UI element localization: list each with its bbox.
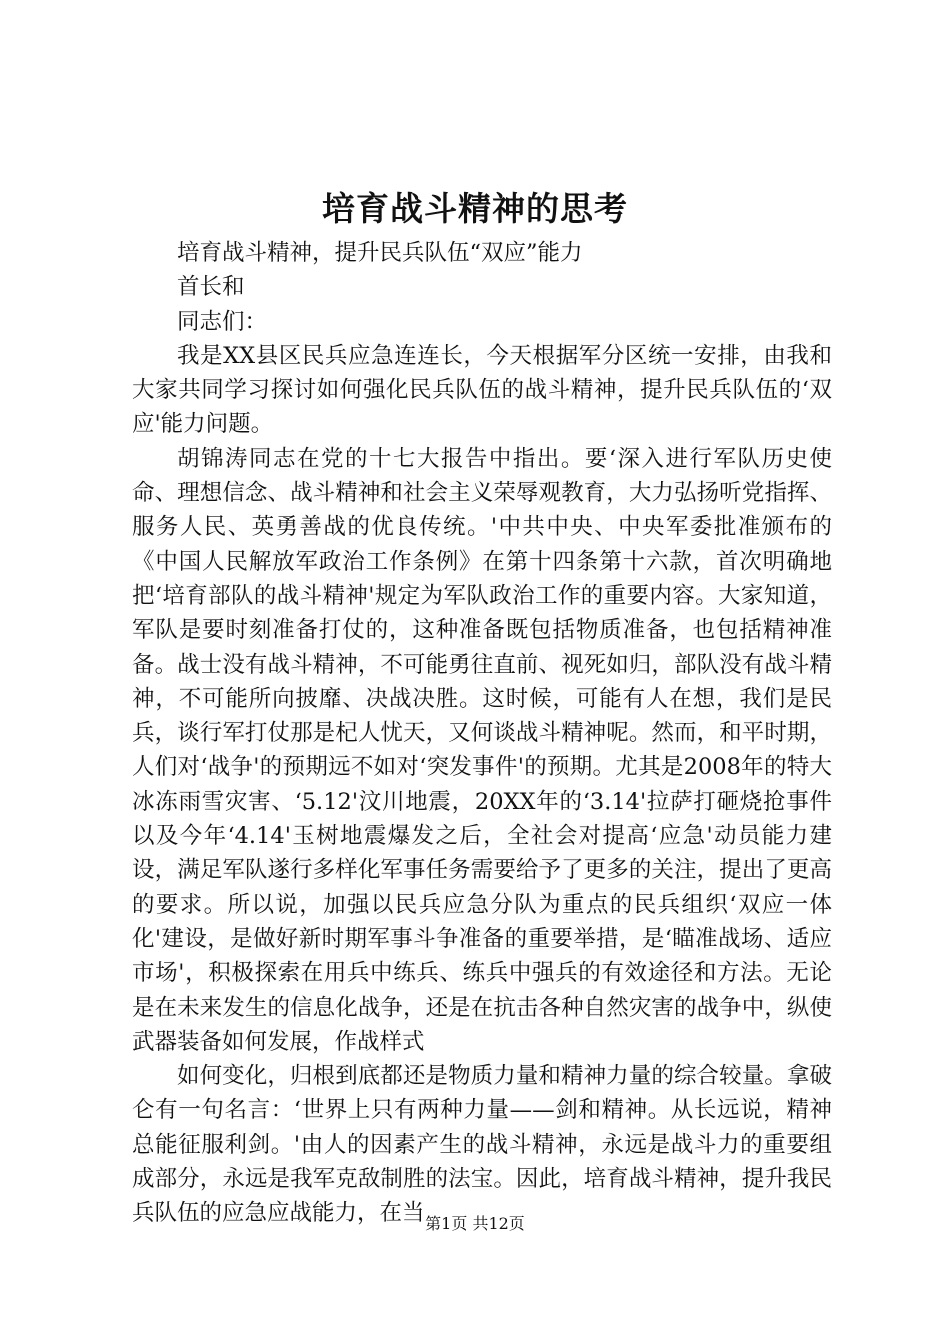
document-body: [132, 236, 832, 1231]
salutation-line-1: 首长和: [177, 274, 245, 301]
salutation-line-2: 同志们：: [177, 308, 268, 335]
body-paragraph: 如何变化，归根到底都还是物质力量和精神力量的综合较量。拿破仑有一句名言：‘世界上只有两种力量——剑和精神。从长远说，精神总能征服利剑。'由人的因素产生的战斗精神，永远是战斗力的重要组成部分，永远是我军克敌制胜的法宝。因此，培育战斗精神，提升我民兵队伍的应急应战能力，在当: [132, 1063, 832, 1227]
subtitle-paragraph: 培育战斗精神，提升民兵队伍“双应”能力: [177, 240, 583, 266]
document-title: 培育战斗精神的思考: [322, 189, 628, 228]
body-paragraph: 我是XX县区民兵应急连连长，今天根据军分区统一安排，由我和大家共同学习探讨如何强化民兵队伍的战斗精神，提升民兵队伍的‘双应'能力问题。: [132, 342, 832, 438]
body-paragraph: 胡锦涛同志在党的十七大报告中指出。要‘深入进行军队历史使命、理想信念、战斗精神和社会主义荣辱观教育，大力弘扬听党指挥、服务人民、英勇善战的优良传统。'中共中央、中央军委批准颁布的《中国人民解放军政治工作条例》在第十四条第十六款，首次明确地把‘培育部队的战斗精神'规定为军队政治工作的重要内容。大家知道，军队是要时刻准备打仗的，这种准备既包括物质准备，也包括精神准备。战士没有战斗精神，不可能勇往直前、视死如归，部队没有战斗精神，不可能所向披靡、决战决胜。这时候，可能有人在想，我们是民兵，谈行军打仗那是杞人忧天，又何谈战斗精神呢。然而，和平时期，人们对‘战争'的预期远不如对‘突发事件'的预期。尤其是2008年的特大冰冻雨雪灾害、‘5.12'汶川地震，20XX年的‘3.14'拉萨打砸烧抢事件以及今年‘4.14'玉树地震爆发之后，全社会对提高‘应急'动员能力建设，满足军队遂行多样化军事任务需要给予了更多的关注，提出了更高的要求。所以说，加强以民兵应急分队为重点的民兵组织‘双应一体化'建设，是做好新时期军事斗争准备的重要举措，是‘瞄准战场、适应市场'，积极探索在用兵中练兵、练兵中强兵的有效途径和方法。无论是在未来发生的信息化战争，还是在抗击各种自然灾害的战争中，纵使武器装备如何发展，作战样式: [132, 445, 832, 1055]
page-number-footer: 第1页 共12页: [425, 1214, 525, 1233]
